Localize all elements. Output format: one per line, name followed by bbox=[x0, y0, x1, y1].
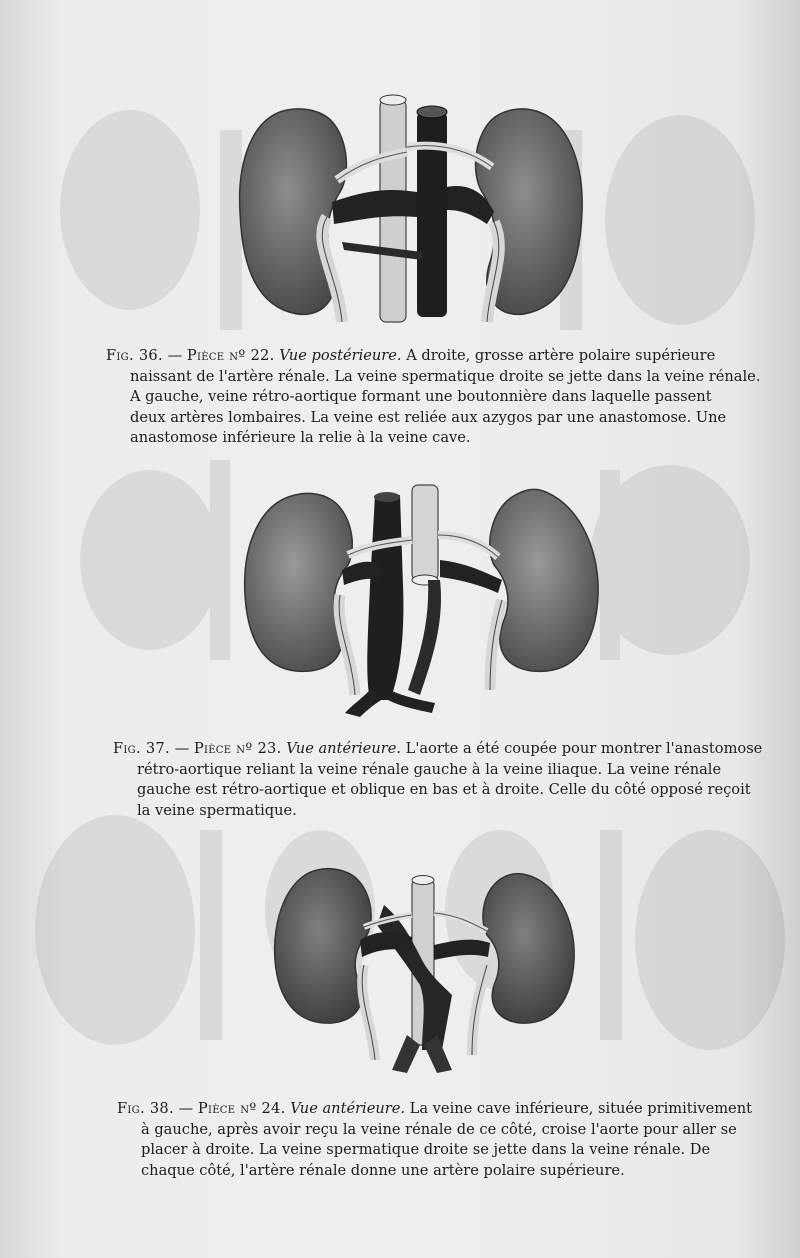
figure-38-piece: Pièce nº 24. bbox=[197, 1100, 286, 1117]
figure-37-label: Fig. 37. bbox=[113, 740, 170, 757]
figure-38-view: Vue antérieure. bbox=[290, 1100, 406, 1117]
figure-37-illustration bbox=[240, 485, 602, 721]
kidney-right bbox=[490, 489, 598, 671]
kidney-left bbox=[245, 493, 353, 671]
figure-36-piece: Pièce nº 22. bbox=[186, 347, 275, 364]
figure-36-caption: Fig. 36. — Pièce nº 22. Vue postérieure. A droite, grosse artère polaire supérieure naissant de l'artère rénale. La veine spermatique droite se jette dans la veine rénale. A gauche, veine rétro-aortique formant une boutonnière dans laquelle passent deux artères lombaires. La veine est reliée aux azygos par une anastomose. Une anastomose inférieure la relie à la veine cave. bbox=[106, 347, 761, 446]
figure-37-caption: Fig. 37. — Pièce nº 23. Vue antérieure. L'aorte a été coupée pour montrer l'anastomose rétro-aortique reliant la veine rénale gauche à la veine iliaque. La veine rénale gauche est rétro-aortique et oblique en bas et à droite. Celle du côté opposé reçoit la veine spermatique. bbox=[113, 740, 763, 819]
figure-36-illustration bbox=[232, 92, 602, 328]
vena-cava bbox=[367, 495, 403, 700]
figure-36-view: Vue postérieure. bbox=[279, 347, 402, 364]
figure-37-view: Vue antérieure. bbox=[286, 740, 402, 757]
figure-38-caption: Fig. 38. — Pièce nº 24. Vue antérieure. La veine cave inférieure, située primitivement à gauche, après avoir reçu la veine rénale de ce côté, croise l'aorte pour aller se placer à droite. La veine spermatique droite se jette dans la veine rénale. De chaque côté, l'artère rénale donne une artère polaire supérieure. bbox=[117, 1100, 752, 1179]
kidney-left bbox=[275, 869, 372, 1023]
aorta bbox=[412, 485, 438, 580]
figure-38-illustration bbox=[272, 865, 578, 1077]
figure-38-label: Fig. 38. bbox=[117, 1100, 174, 1117]
kidney-right bbox=[483, 874, 574, 1023]
figure-37-piece: Pièce nº 23. bbox=[193, 740, 282, 757]
figure-36-label: Fig. 36. bbox=[106, 347, 163, 364]
